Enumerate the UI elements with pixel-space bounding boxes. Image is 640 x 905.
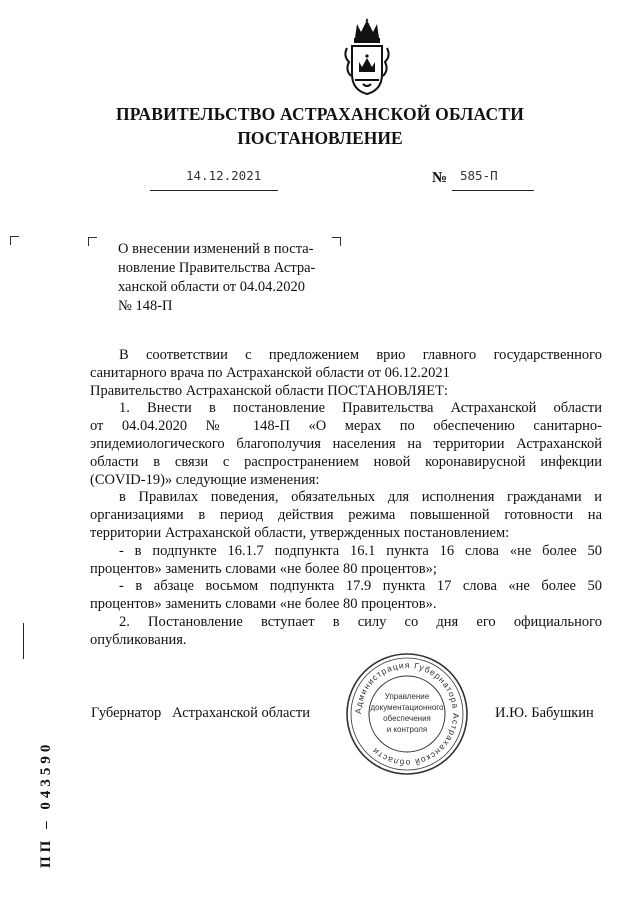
- signatory-position: Губернатор Астраханской области: [91, 705, 310, 721]
- body-line: Правительство Астраханской области ПОСТАНОВЛЯЕТ:: [90, 382, 448, 399]
- body-line: (COVID-19)» следующие изменения:: [90, 471, 320, 488]
- margin-serial-code: ПП – 043590: [38, 740, 54, 868]
- number-label: №: [432, 170, 448, 186]
- body-line: эпидемиологического благополучия населения на территории Астраханской: [90, 435, 602, 452]
- corner-mark: [88, 237, 97, 246]
- stamp-ring-text: Администрация Губернатора Астраханской области: [352, 659, 462, 769]
- body-line: от 04.04.2020 № 148-П «О мерах по обеспечению санитарно-: [90, 418, 602, 435]
- subject-line: № 148-П: [118, 298, 173, 314]
- body-line: - в абзаце восьмом подпункта 17.9 пункта 17 слова «не более 50: [119, 578, 602, 595]
- document-date: 14.12.2021: [186, 168, 262, 183]
- body-line: организациями в период действия режима повышенной готовности на: [90, 507, 602, 524]
- body-line: процентов» заменить словами «не более 80 процентов»;: [90, 560, 437, 577]
- stamp-center-line: Управление: [384, 692, 430, 701]
- margin-line: [23, 623, 24, 659]
- body-line: 1. Внести в постановление Правительства Астраханской области: [119, 400, 602, 417]
- body-line: - в подпункте 16.1.7 подпункта 16.1 пункта 16 слова «не более 50: [119, 542, 602, 559]
- stamp-center-line: обеспечения: [383, 714, 431, 723]
- number-field: [452, 168, 534, 191]
- official-stamp: [345, 652, 469, 776]
- document-subject: [118, 240, 334, 316]
- body-line: территории Астраханской области, утвержденных постановлением:: [90, 524, 510, 541]
- coat-of-arms-emblem: [343, 18, 391, 96]
- body-line: 2. Постановление вступает в силу со дня его официального: [119, 613, 602, 630]
- document-type: ПОСТАНОВЛЕНИЕ: [237, 128, 403, 148]
- body-line: опубликования.: [90, 631, 187, 648]
- body-line: области в связи с распространением новой коронавирусной инфекции: [90, 453, 602, 470]
- stamp-center-line: документационного: [370, 703, 444, 712]
- body-line: санитарного врача по Астраханской области от 06.12.2021: [90, 364, 450, 381]
- subject-line: ханской области от 04.04.2020: [118, 279, 305, 295]
- document-body: [90, 347, 602, 650]
- stamp-center-line: и контроля: [386, 725, 428, 734]
- body-line: В соответствии с предложением врио главного государственного: [119, 347, 602, 363]
- signatory-name: И.Ю. Бабушкин: [495, 705, 594, 721]
- corner-mark: [10, 236, 19, 245]
- subject-line: О внесении изменений в поста-: [118, 241, 314, 257]
- document-number: 585-П: [460, 168, 498, 183]
- date-field: [150, 168, 278, 191]
- subject-line: новление Правительства Астра-: [118, 260, 316, 276]
- body-line: в Правилах поведения, обязательных для исполнения гражданами и: [119, 489, 602, 506]
- body-line: процентов» заменить словами «не более 80 процентов».: [90, 596, 437, 613]
- organization-title: ПРАВИТЕЛЬСТВО АСТРАХАНСКОЙ ОБЛАСТИ: [115, 104, 525, 124]
